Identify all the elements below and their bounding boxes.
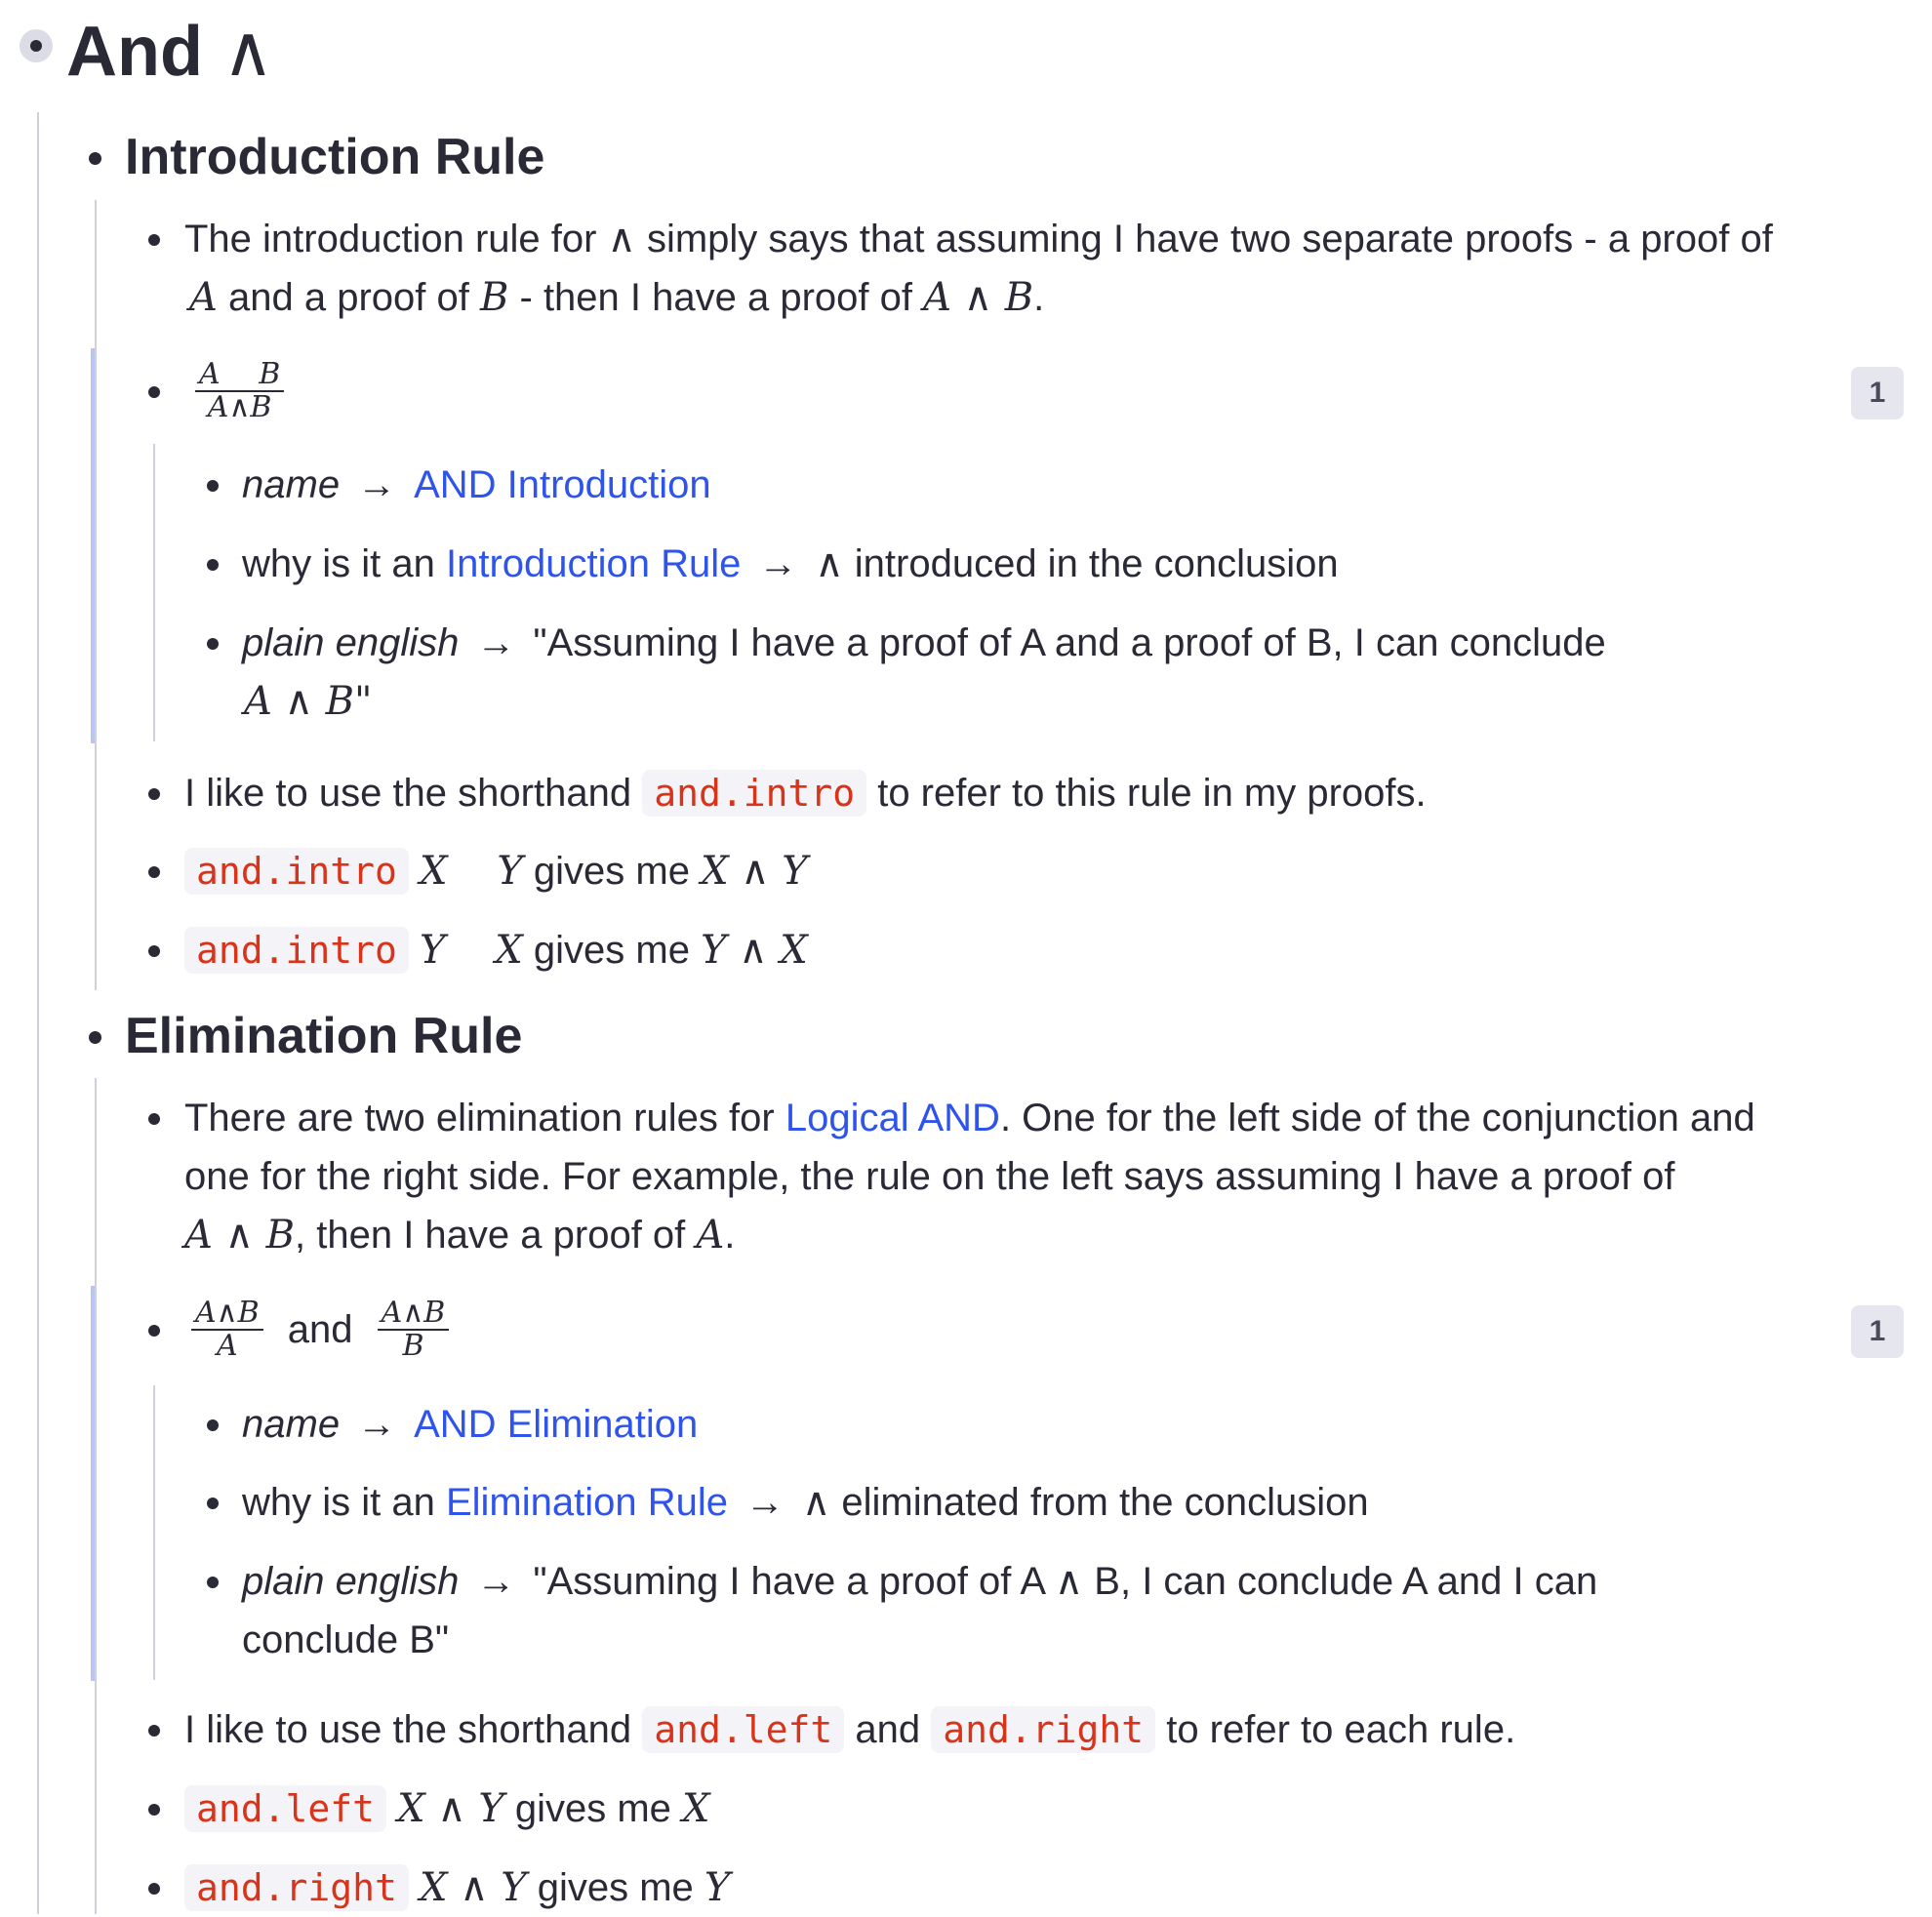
bullet[interactable] bbox=[148, 1113, 160, 1125]
intro-shorthand: I like to use the shorthand and.intro to refer to this rule in my proofs. bbox=[184, 772, 1427, 815]
and-elimination-link[interactable]: AND Elimination bbox=[414, 1403, 699, 1446]
elim-description-line1: There are two elimination rules for Logical AND. One for the left side of the conjunction and bbox=[184, 1097, 1755, 1139]
elim-description-line2: one for the right side. For example, the rule on the left says assuming I have a proof of bbox=[184, 1155, 1675, 1198]
bullet[interactable] bbox=[89, 152, 101, 165]
code-and-right: and.right bbox=[931, 1706, 1155, 1753]
bullet[interactable] bbox=[207, 1577, 219, 1588]
block-highlight bbox=[91, 348, 95, 743]
elimination-rule-link[interactable]: Elimination Rule bbox=[445, 1481, 728, 1524]
prop-why: why is it an Elimination Rule → ∧ eliminated from the conclusion bbox=[242, 1481, 1369, 1524]
section-heading-elimination: Elimination Rule bbox=[125, 1008, 523, 1064]
prop-plain-english: plain english → "Assuming I have a proof of A and a proof of B, I can conclude bbox=[242, 621, 1606, 664]
prop-why: why is it an Introduction Rule → ∧ introduced in the conclusion bbox=[242, 542, 1339, 585]
elim-shorthand: I like to use the shorthand and.left and and.right to refer to each rule. bbox=[184, 1708, 1516, 1751]
outline-guide bbox=[153, 1385, 155, 1680]
prop-plain-english-line2: A ∧ B" bbox=[244, 679, 373, 724]
outline-guide bbox=[37, 112, 39, 1914]
intro-example-2: and.intro Y X gives me Y ∧ X bbox=[184, 921, 808, 979]
introduction-rule-link[interactable]: Introduction Rule bbox=[445, 542, 742, 585]
outline-guide bbox=[95, 200, 97, 990]
bullet[interactable] bbox=[148, 234, 160, 246]
bullet[interactable] bbox=[148, 866, 160, 878]
elim-rule-fractions: $\frac{A\wedge B}{A}$ and $\frac{A\wedge B}{B}$ bbox=[191, 1298, 449, 1362]
prop-name: name → AND Elimination bbox=[242, 1403, 699, 1446]
bullet[interactable] bbox=[207, 1419, 219, 1431]
bullet[interactable] bbox=[207, 638, 219, 650]
bullet[interactable] bbox=[148, 386, 160, 398]
reference-count-badge[interactable]: 1 bbox=[1851, 1305, 1904, 1358]
bullet[interactable] bbox=[148, 945, 160, 957]
intro-description-line1: The introduction rule for ∧ simply says that assuming I have two separate proofs - a proof of bbox=[184, 218, 1773, 260]
elim-description-line3: A ∧ B, then I have a proof of A. bbox=[184, 1213, 736, 1258]
prop-plain-english-line2: conclude B" bbox=[242, 1618, 450, 1661]
intro-example-1: and.intro X Y gives me X ∧ Y bbox=[184, 842, 808, 900]
prop-plain-english: plain english → "Assuming I have a proof of A ∧ B, I can conclude A and I can bbox=[242, 1560, 1598, 1603]
code-and-left: and.left bbox=[642, 1706, 844, 1753]
bullet[interactable] bbox=[148, 788, 160, 800]
block-highlight bbox=[91, 1286, 95, 1681]
prop-name: name → AND Introduction bbox=[242, 463, 711, 506]
bullet[interactable] bbox=[207, 559, 219, 571]
bullet[interactable] bbox=[207, 1498, 219, 1509]
elim-example-1: and.left X ∧ Y gives me X bbox=[184, 1779, 710, 1838]
bullet[interactable] bbox=[148, 1804, 160, 1816]
outline-guide bbox=[95, 1078, 97, 1914]
and-introduction-link[interactable]: AND Introduction bbox=[414, 463, 711, 506]
outline-guide bbox=[153, 444, 155, 741]
bullet[interactable] bbox=[148, 1883, 160, 1895]
section-heading-introduction: Introduction Rule bbox=[125, 129, 545, 185]
intro-description-line2: A and a proof of B - then I have a proof of A ∧ B. bbox=[189, 275, 1045, 320]
bullet[interactable] bbox=[148, 1725, 160, 1737]
reference-count-badge[interactable]: 1 bbox=[1851, 367, 1904, 419]
code-and-intro: and.intro bbox=[642, 770, 866, 817]
bullet[interactable] bbox=[89, 1031, 101, 1044]
bullet[interactable] bbox=[148, 1325, 160, 1337]
page-title: And ∧ bbox=[66, 13, 274, 91]
intro-rule-fraction: $\frac{\text{A B}}{A\wedge B}$ bbox=[195, 359, 284, 423]
bullet[interactable] bbox=[207, 480, 219, 492]
elim-example-2: and.right X ∧ Y gives me Y bbox=[184, 1858, 730, 1917]
title-bullet[interactable] bbox=[20, 29, 53, 62]
logical-and-link[interactable]: Logical AND bbox=[785, 1097, 1000, 1139]
